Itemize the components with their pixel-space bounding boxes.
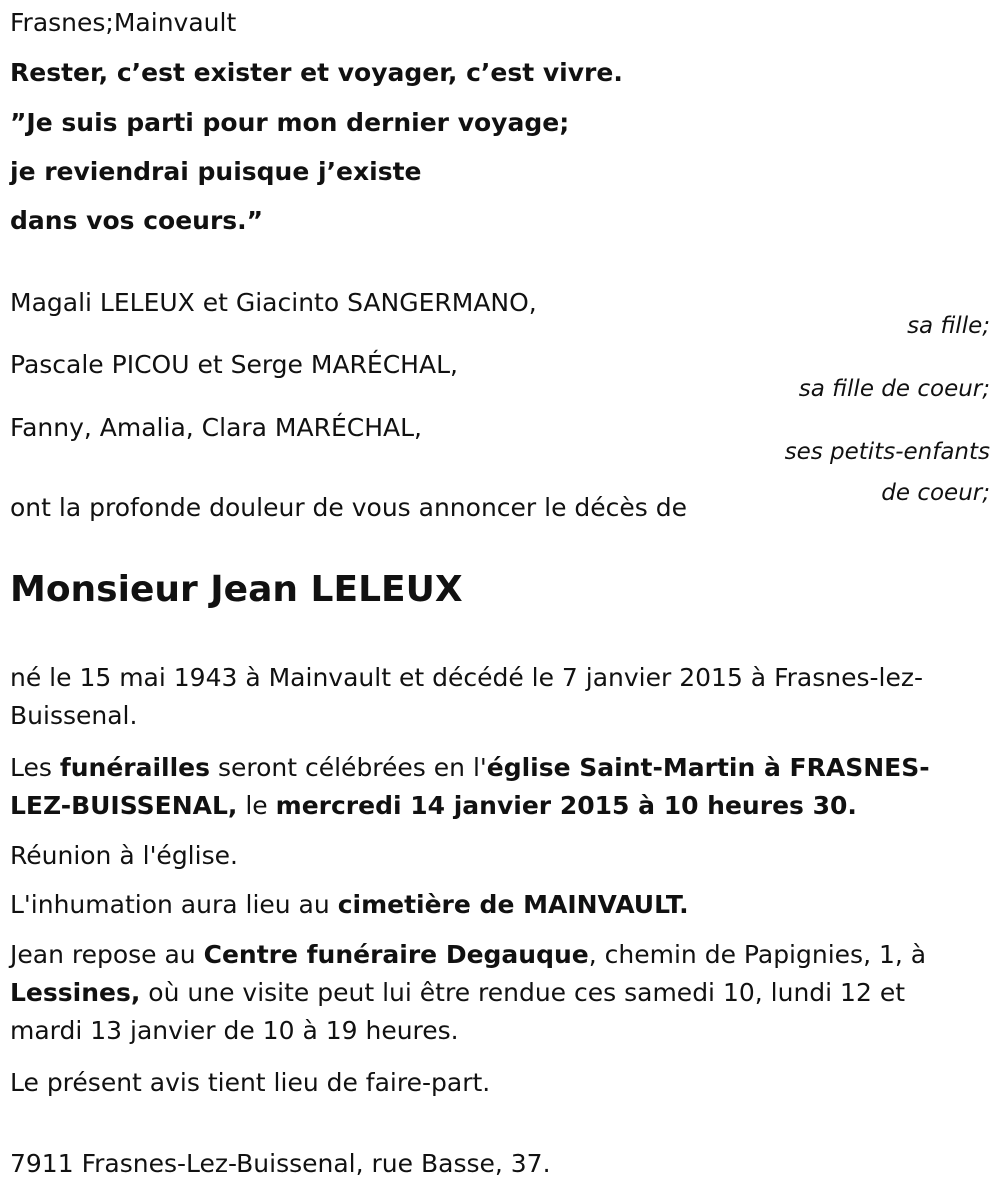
poem-line-4: dans vos coeurs.” xyxy=(10,206,264,235)
repose-text xyxy=(10,936,970,1050)
funeral-text xyxy=(10,749,970,825)
address-text: 7911 Frasnes-Lez-Buissenal, rue Basse, 37. xyxy=(10,1149,551,1178)
family-relation-3a: ses petits-enfants xyxy=(784,439,990,465)
poem-line-3: je reviendrai puisque j’existe xyxy=(10,157,422,186)
repose-t2: , chemin de Papignies, 1, à xyxy=(588,940,927,969)
repose-t1: Jean repose au xyxy=(10,940,204,969)
poem-line-1: Rester, c’est exister et voyager, c’est vivre. xyxy=(10,58,623,87)
family-names-2: Pascale PICOU et Serge MARÉCHAL, xyxy=(10,350,458,379)
funeral-t2: seront célébrées en l' xyxy=(210,753,487,782)
repose-b2: Lessines, xyxy=(10,978,141,1007)
funeral-t1: Les xyxy=(10,753,60,782)
burial-t1: L'inhumation aura lieu au xyxy=(10,890,338,919)
funeral-b1: funérailles xyxy=(59,753,211,782)
announcement-text: ont la profonde douleur de vous annoncer le décès de xyxy=(10,493,688,522)
funeral-b3: mercredi 14 janvier 2015 à 10 heures 30. xyxy=(275,791,857,820)
birth-death-text: né le 15 mai 1943 à Mainvault et décédé le 7 janvier 2015 à Frasnes-lez-Buissenal. xyxy=(10,663,923,730)
funeral-t3: le xyxy=(237,791,276,820)
burial-text xyxy=(10,890,689,919)
deceased-name: Monsieur Jean LELEUX xyxy=(10,569,463,610)
family-relation-1: sa fille; xyxy=(907,313,990,339)
family-relation-2: sa fille de coeur; xyxy=(798,376,990,402)
header-location: Frasnes;Mainvault xyxy=(10,8,237,37)
burial-b1: cimetière de MAINVAULT. xyxy=(337,890,689,919)
poem-line-2: ”Je suis parti pour mon dernier voyage; xyxy=(10,108,570,137)
repose-b1: Centre funéraire Degauque xyxy=(203,940,589,969)
family-names-1: Magali LELEUX et Giacinto SANGERMANO, xyxy=(10,288,537,317)
notice-text: Le présent avis tient lieu de faire-part. xyxy=(10,1068,491,1097)
family-names-3: Fanny, Amalia, Clara MARÉCHAL, xyxy=(10,413,422,442)
family-relation-3b: de coeur; xyxy=(881,480,990,506)
funeral-b2: église Saint-Martin à FRASNES-LEZ-BUISSENAL, xyxy=(10,753,930,820)
repose-t3: où une visite peut lui être rendue ces samedi 10, lundi 12 et mardi 13 janvier de 10 à 19 heures. xyxy=(10,978,905,1045)
reunion-text: Réunion à l'église. xyxy=(10,841,238,870)
